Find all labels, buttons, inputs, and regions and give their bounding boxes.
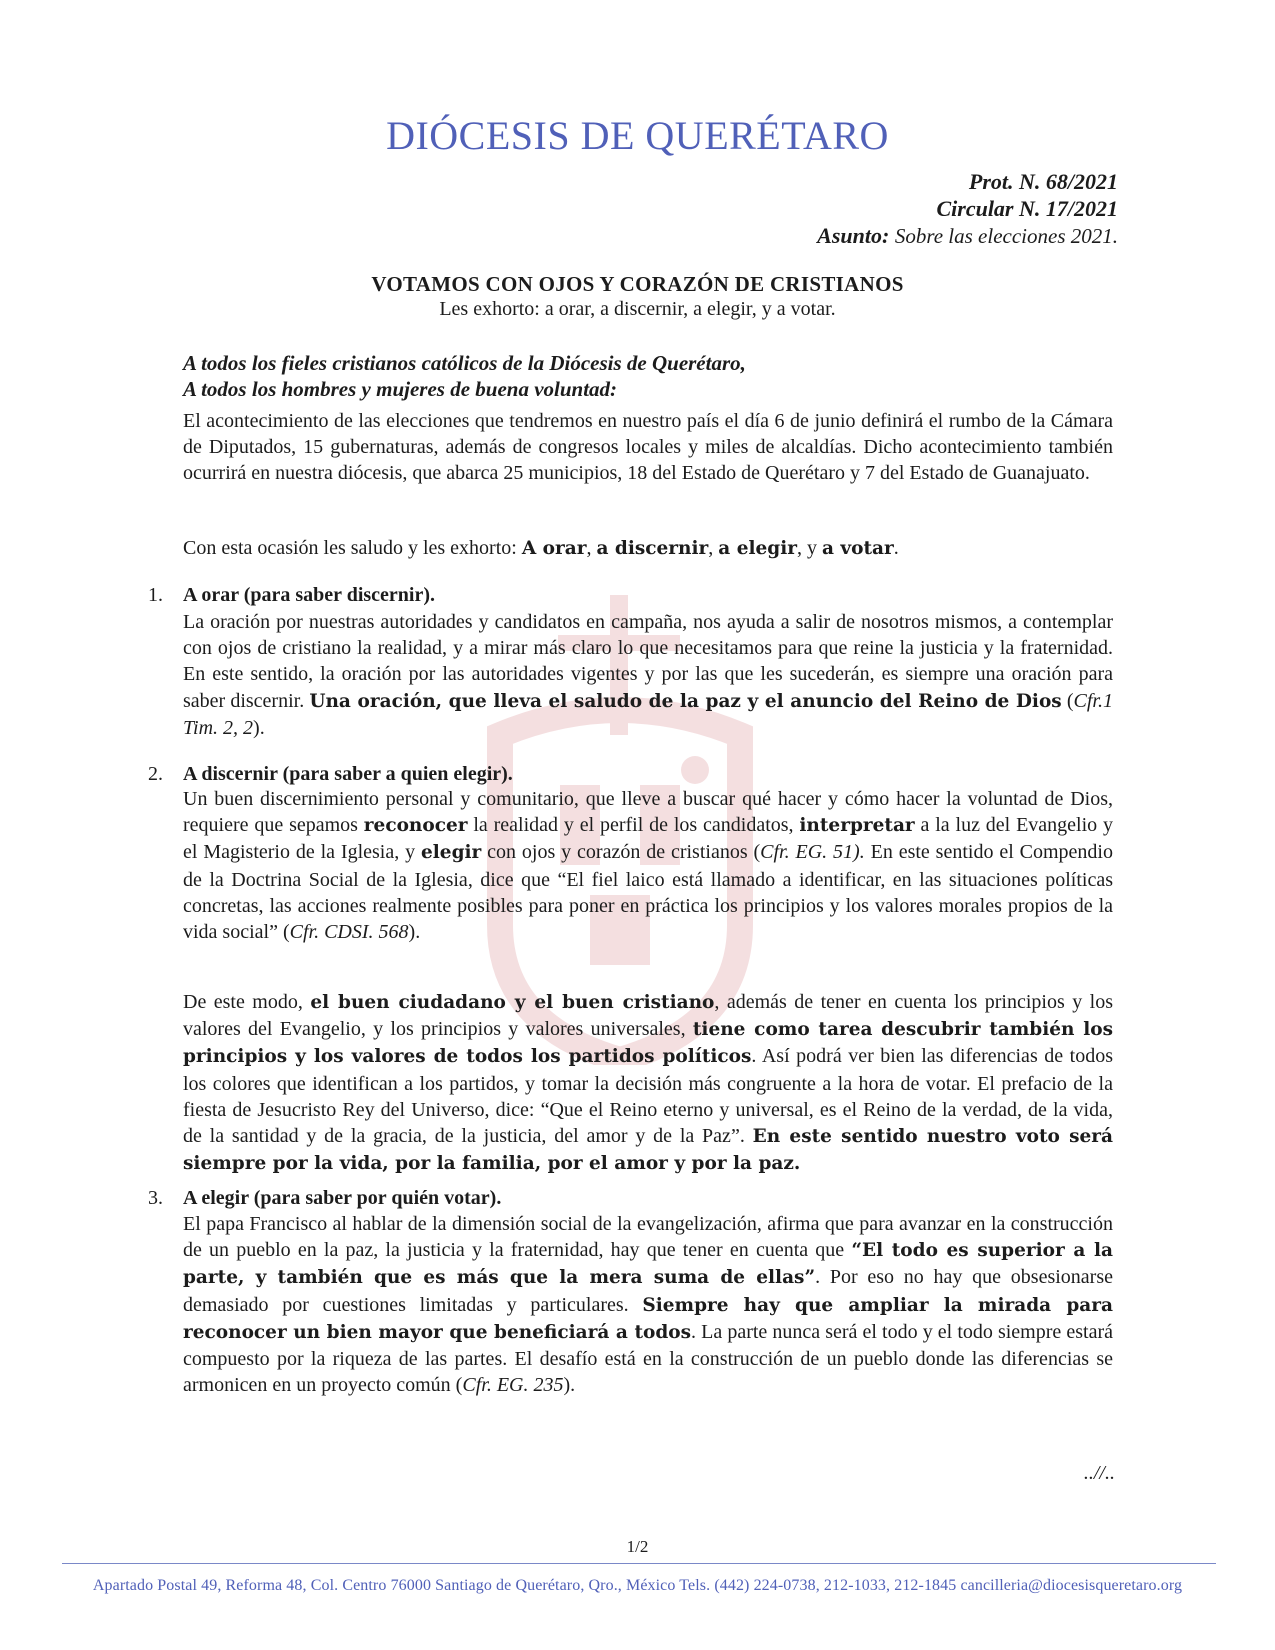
subject-line bbox=[817, 222, 1118, 250]
section-3-number: 3. bbox=[148, 1187, 163, 1209]
bold-run: elegir bbox=[421, 842, 482, 864]
intro-paragraph: El acontecimiento de las elecciones que tendremos en nuestro país el día 6 de junio definirá el rumbo de la Cámara de Diputados, 15 gubernaturas, además de congresos locales y miles de alcaldías. Dicho acontecimiento también ocurrirá en nuestra diócesis, que abarca 25 municipios, 18 del Estado de Querétaro y 7 del Estado de Guanajuato. bbox=[183, 410, 1113, 485]
text-run: . Por eso no hay que obsesionarse demasiado por cuestiones limitadas y particulares. bbox=[183, 1266, 1113, 1316]
protocol-number: Prot. N. 68/2021 bbox=[968, 169, 1118, 194]
text-run: . bbox=[893, 537, 899, 559]
text-run: El papa Francisco al hablar de la dimensión social de la evangelización, afirma que para avanzar en la construcción de un pueblo en la paz, la justicia y la fraternidad, hay que tener en cuenta que bbox=[183, 1213, 1113, 1262]
section-2-body-2 bbox=[183, 989, 1113, 1177]
text-run: La oración por nuestras autoridades y candidatos en campaña, nos ayuda a salir de nosotros mismos, a contemplar con ojos de cristiano la realidad, y a mirar más claro lo que necesitamos para que reine la justicia y la fraternidad. En este sentido, la oración por las autoridades vigentes y por las que les sucederán, es siempre una oración para saber discernir. bbox=[183, 611, 1113, 712]
salutation-line-1: A todos los fieles cristianos católicos de la Diócesis de Querétaro, bbox=[183, 351, 746, 375]
diocese-title: DIÓCESIS DE QUERÉTARO bbox=[386, 113, 889, 158]
salutation bbox=[183, 350, 746, 402]
text-run: , bbox=[708, 537, 719, 559]
bold-run: a votar bbox=[822, 538, 894, 559]
bold-run: el buen ciudadano y el buen cristiano bbox=[310, 992, 715, 1013]
text-run: ). bbox=[408, 921, 421, 944]
bold-run: Siempre hay que ampliar la mirada para reconocer un bien mayor que beneficiará a todos bbox=[183, 1294, 1113, 1343]
text-run: De este modo, bbox=[183, 991, 311, 1013]
text-run: ). bbox=[253, 716, 265, 739]
section-1-heading: A orar (para saber discernir). bbox=[183, 584, 436, 606]
circular-number: Circular N. 17/2021 bbox=[936, 196, 1118, 221]
document-subtitle: Les exhorto: a orar, a discernir, a elegir, y a votar. bbox=[439, 298, 836, 320]
text-run: la realidad y el perfil de los candidatos, bbox=[467, 814, 800, 837]
page-number: 1/2 bbox=[626, 1537, 649, 1556]
text-run: ( bbox=[1061, 689, 1074, 712]
citation: Cfr. EG. 235 bbox=[462, 1374, 564, 1397]
footer-divider bbox=[62, 1563, 1216, 1564]
text-run: , además de tener en cuenta los principios y los valores del Evangelio, y los principios y valores universales, bbox=[183, 991, 1113, 1041]
bold-run: a discernir bbox=[596, 538, 709, 559]
section-3-heading: A elegir (para saber por quién votar). bbox=[183, 1187, 502, 1209]
salutation-line-2: A todos los hombres y mujeres de buena voluntad: bbox=[183, 377, 618, 401]
text-run: Con esta ocasión les saludo y les exhorto: bbox=[183, 537, 522, 559]
bold-run: interpretar bbox=[799, 815, 915, 837]
bold-run: Una oración, que lleva el saludo de la paz y el anuncio del Reino de Dios bbox=[309, 690, 1062, 712]
protocol-block bbox=[817, 168, 1118, 250]
subject-value: Sobre las elecciones 2021. bbox=[894, 224, 1118, 248]
document-title: VOTAMOS CON OJOS Y CORAZÓN DE CRISTIANOS bbox=[371, 272, 904, 296]
section-2-body bbox=[183, 786, 1113, 945]
section-1-number: 1. bbox=[148, 584, 163, 606]
citation: Cfr. CDSI. 568 bbox=[289, 921, 409, 944]
subject-label: Asunto: bbox=[817, 223, 890, 248]
section-1-body bbox=[183, 609, 1113, 741]
text-run: , y bbox=[797, 537, 822, 559]
exhortation-paragraph bbox=[183, 535, 1113, 562]
text-run: Un buen discernimiento personal y comunitario, que lleve a buscar qué hacer y cómo hacer la voluntad de Dios, requiere que sepamos bbox=[183, 788, 1113, 837]
bold-run: “El todo es superior a la parte, y también que es más que la mera suma de ellas” bbox=[183, 1240, 1113, 1289]
continuation-mark: ..//.. bbox=[1083, 1462, 1115, 1484]
citation: Cfr.1 Tim. 2, 2 bbox=[183, 689, 1113, 739]
text-run: . La parte nunca será el todo y el todo siempre estará compuesto por la riqueza de las partes. El desafío está en la construcción de un pueblo donde las diferencias se armonicen en un proyecto común ( bbox=[183, 1320, 1113, 1397]
text-run: En este sentido el Compendio de la Doctrina Social de la Iglesia, dice que “El fiel laico está llamado a identificar, en las situaciones políticas concretas, las acciones realmente posibles para poner en práctica los principios y los valores morales propios de la vida social” ( bbox=[183, 841, 1113, 944]
citation: Cfr. EG. 51). bbox=[760, 841, 865, 864]
text-run: con ojos y corazón de cristianos ( bbox=[481, 841, 761, 864]
text-run: ). bbox=[563, 1374, 576, 1397]
bold-run: tiene como tarea descubrir también los principios y los valores de todos los partidos políticos bbox=[183, 1019, 1113, 1068]
footer-address: Apartado Postal 49, Reforma 48, Col. Centro 76000 Santiago de Querétaro, Qro., México Tels. (442) 224-0738, 212-1033, 212-1845 cancilleria@diocesisqueretaro.org bbox=[92, 1577, 1183, 1594]
text-run: a la luz del Evangelio y el Magisterio de la Iglesia, y bbox=[183, 814, 1114, 864]
bold-run: A orar bbox=[521, 538, 587, 559]
bold-run: a elegir bbox=[718, 538, 797, 559]
section-3-body bbox=[183, 1211, 1113, 1398]
bold-run: reconocer bbox=[363, 815, 468, 837]
section-2-heading: A discernir (para saber a quien elegir). bbox=[183, 763, 513, 785]
text-run: , bbox=[586, 537, 597, 559]
text-run: . Así podrá ver bien las diferencias de todos los colores que identifican a los partidos, y tomar la decisión más congruente a la hora de votar. El prefacio de la fiesta de Jesucristo Rey del Universo, dice: “Que el Reino eterno y universal, es el Reino de la verdad, de la vida, de la santidad y de la gracia, de la justicia, del amor y de la Paz”. bbox=[183, 1045, 1113, 1148]
section-2-number: 2. bbox=[148, 763, 163, 785]
bold-run: En este sentido nuestro voto será siempre por la vida, por la familia, por el amor y por la paz. bbox=[183, 1126, 1113, 1175]
